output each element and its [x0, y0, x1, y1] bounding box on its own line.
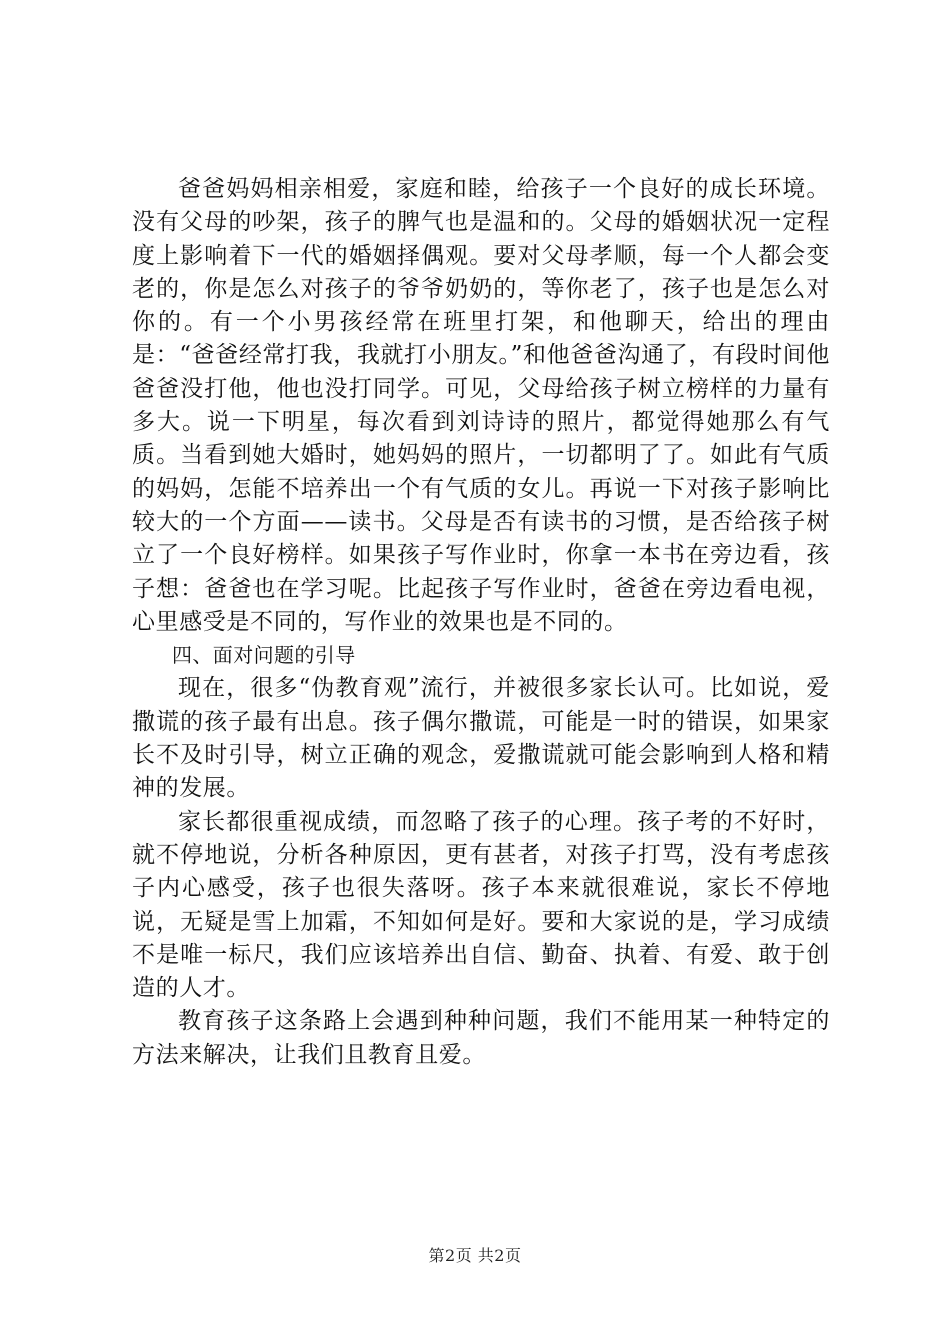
document-body: [132, 173, 830, 1072]
paragraph-conclusion: 教育孩子这条路上会遇到种种问题，我们不能用某一种特定的方法来解决，让我们且教育且爱。: [132, 1008, 830, 1068]
paragraph-grades: 家长都很重视成绩，而忽略了孩子的心理。孩子考的不好时，就不停地说，分析各种原因，更有甚者，对孩子打骂，没有考虑孩子内心感受，孩子也很失落呀。孩子本来就很难说，家长不停地说，无疑是雪上加霜，不知如何是好。要和大家说的是，学习成绩不是唯一标尺，我们应该培养出自信、勤奋、执着、有爱、敢于创造的人才。: [132, 808, 830, 1002]
paragraph-false-education: 现在，很多“伪教育观”流行，并被很多家长认可。比如说，爱撒谎的孩子最有出息。孩子偶尔撒谎，可能是一时的错误，如果家长不及时引导，树立正确的观念，爱撒谎就可能会影响到人格和精神的发展。: [132, 675, 830, 802]
page-footer: 第2页 共2页: [428, 1246, 522, 1265]
paragraph-role-model: 爸爸妈妈相亲相爱，家庭和睦，给孩子一个良好的成长环境。没有父母的吵架，孩子的脾气也是温和的。父母的婚姻状况一定程度上影响着下一代的婚姻择偶观。要对父母孝顺，每一个人都会变老的，你是怎么对孩子的爷爷奶奶的，等你老了，孩子也是怎么对你的。有一个小男孩经常在班里打架，和他聊天，给出的理由是：“爸爸经常打我，我就打小朋友。”和他爸爸沟通了，有段时间他爸爸没打他，他也没打同学。可见，父母给孩子树立榜样的力量有多大。说一下明星，每次看到刘诗诗的照片，都觉得她那么有气质。当看到她大婚时，她妈妈的照片，一切都明了了。如此有气质的妈妈，怎能不培养出一个有气质的女儿。再说一下对孩子影响比较大的一个方面——读书。父母是否有读书的习惯，是否给孩子树立了一个良好榜样。如果孩子写作业时，你拿一本书在旁边看，孩子想：爸爸也在学习呢。比起孩子写作业时，爸爸在旁边看电视，心里感受是不同的，写作业的效果也是不同的。: [132, 176, 830, 635]
section-heading-guidance: 四、面对问题的引导: [172, 643, 356, 668]
